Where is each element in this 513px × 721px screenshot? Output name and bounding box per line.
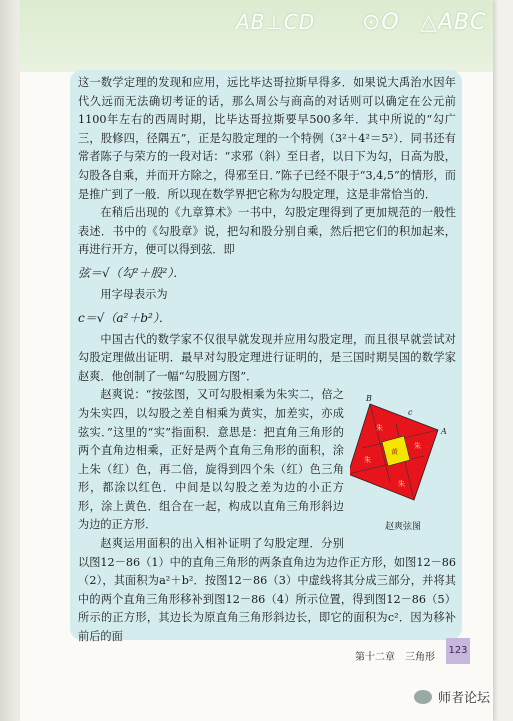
paragraph-2: 在稍后出现的《九章算术》一书中，勾股定理得到了更加规范的一般性表述．书中的《勾股章》说，把勾和股分别自乘，然后把它们的积加起来，再进行开方，便可以得到弦．即 [78, 206, 456, 257]
zhao-shuang-figure [350, 390, 456, 534]
paragraph-3: 用字母表示为 [100, 287, 168, 301]
formula-letters: c＝√（a²＋b²）． [78, 310, 171, 325]
vertex-b-label: B [366, 394, 372, 404]
forum-watermark [414, 687, 490, 706]
body-text [78, 74, 456, 647]
header-symbols-middle: ⊙O [362, 10, 400, 35]
formula-chinese: 弦＝√（勾²＋股²）． [78, 265, 186, 280]
red-label-top: 朱 [376, 424, 383, 433]
watermark-text: 师者论坛 [438, 691, 491, 706]
red-label-right: 朱 [414, 442, 421, 451]
yellow-label: 黄 [391, 448, 398, 457]
paragraph-1: 这一数学定理的发现和应用，远比毕达哥拉斯早得多．如果说大禹治水因年代久远而无法确切考证的话，那么周公与商高的对话则可以确定在公元前1100年左右的西周时期，比毕达哥拉斯要早500多年．其中所说的“勾广三，股修四，径隅五”，正是勾股定理的一个特例（3²＋4²＝5²）．同书还有常者陈子与荣方的一段对话：“求邪（斜）至日者，以日下为勾，日高为股，勾股各自乘，并而开方除之，得邪至日．”陈子已经不限于“3,4,5”的情形，而是推广到了一般．所以现在数学界把它称为勾股定理，这是非常恰当的． [78, 76, 456, 201]
wechat-icon [414, 690, 432, 704]
side-c-label: c [408, 408, 413, 418]
red-label-bottom: 朱 [398, 480, 405, 489]
red-label-left: 朱 [364, 456, 371, 465]
hypotenuse-diagram [350, 390, 456, 518]
paragraph-6: 赵爽运用面积的出入相补证明了勾股定理．分别以图12－86（1）中的直角三角形的两条直角边为边作正方形，如图12－86（2），其面积为a²＋b²．按图12－86（3）中虚线将其分成三部分，并将其中的两个直角三角形移补到图12－86（4）所示位置，得到图12－86（5）所示的正方形，其边长为原直角三角形斜边长，即它的面积为c²．因为移补前后的面 [78, 537, 456, 644]
vertex-a-label: A [441, 427, 447, 437]
page-number: 123 [446, 638, 470, 664]
paragraph-5: 赵爽说：“按弦图，又可勾股相乘为朱实二，倍之为朱实四，以勾股之差自相乘为黄实，加差实，亦成弦实．”这里的“实”指面积．意思是：把直角三角形的两个直角边相乘，正好是两个直角三角形的面积，涂上朱（红）色，再二倍，旋得到四个朱（红）色三角形，都涂以红色．中间是以勾股之差为边的小正方形，涂上黄色．组合在一起，构成以直角三角形斜边为边的正方形． [78, 388, 344, 532]
figure-caption: 赵爽弦图 [384, 522, 421, 533]
header-symbols-right: △ABC [420, 10, 487, 35]
header-symbols-left: AB⊥CD [236, 10, 316, 34]
chapter-footer: 第十二章 三角形 [355, 652, 435, 663]
paragraph-4: 中国古代的数学家不仅很早就发现并应用勾股定理，而且很早就尝试对勾股定理做出证明．最早对勾股定理进行证明的，是三国时期吴国的数学家赵爽．他创制了一幅“勾股圆方图”． [78, 332, 456, 383]
book-spine [0, 0, 20, 721]
